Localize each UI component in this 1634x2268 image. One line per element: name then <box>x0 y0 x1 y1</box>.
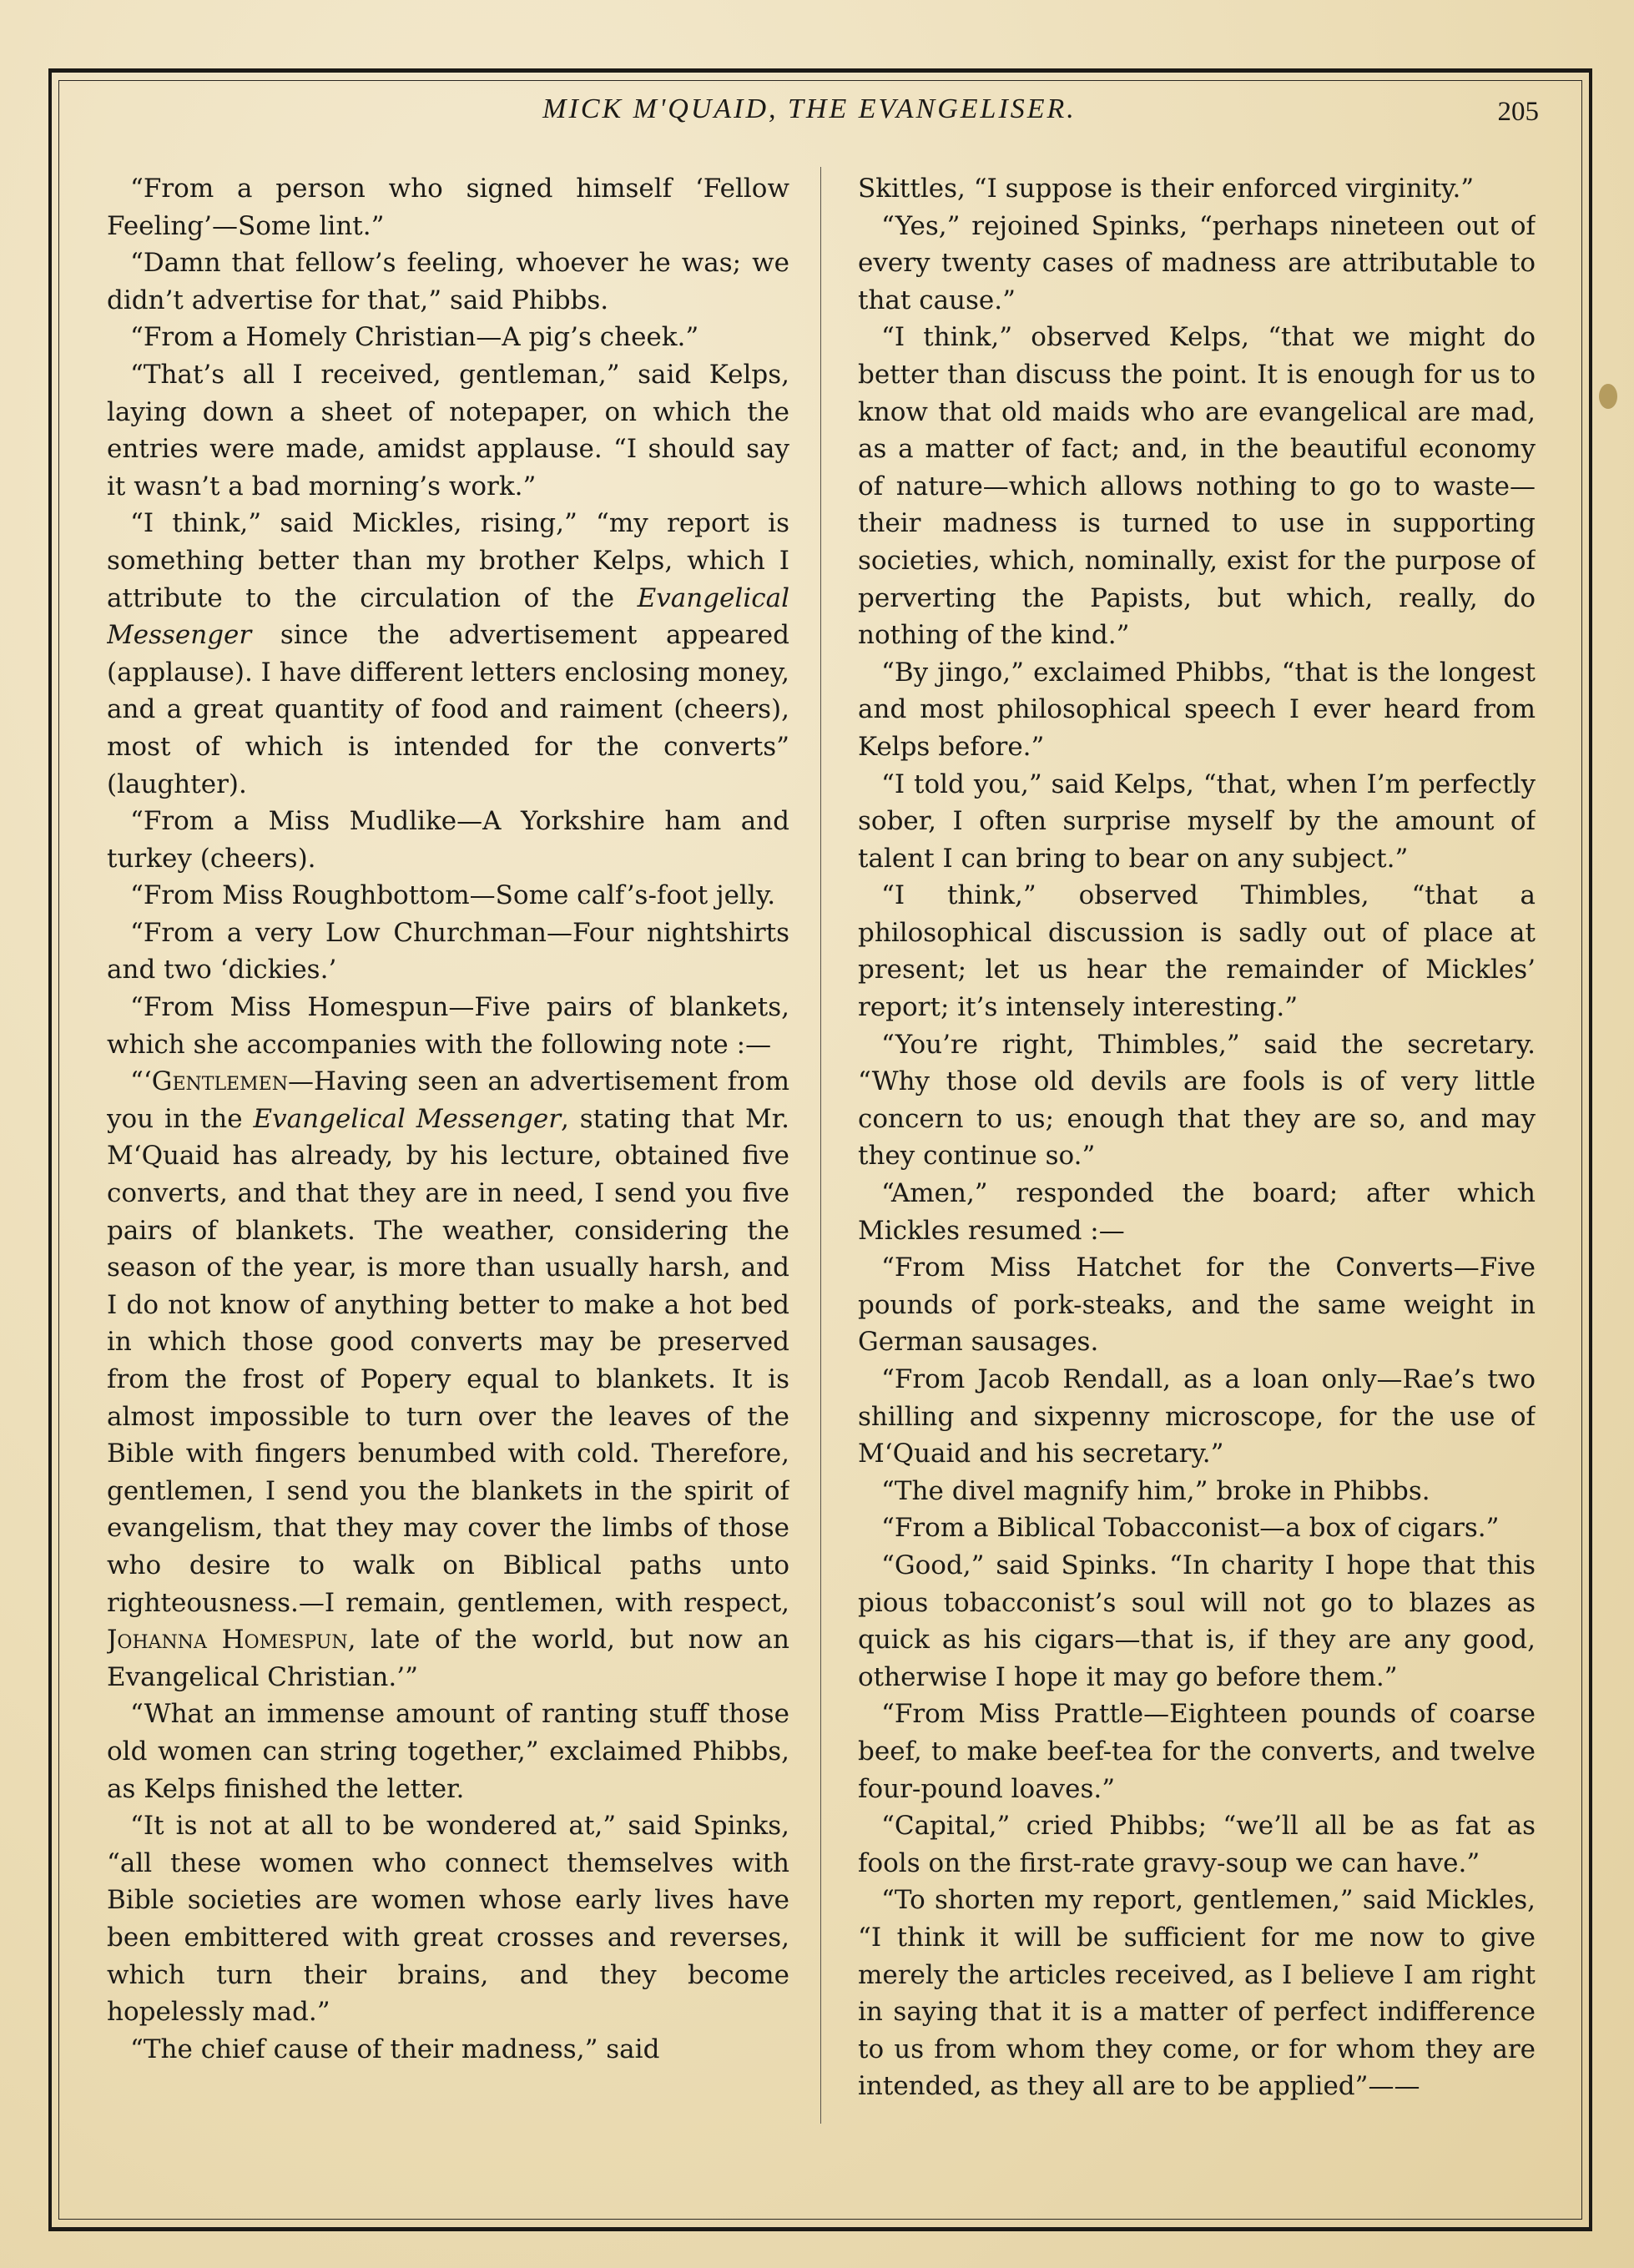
publication-title: Evangelical Messenger <box>107 582 789 651</box>
paragraph: “Good,” said Spinks. “In charity I hope that this pious tobacconist’s soul will not go to blazes as quick as his cigars—that is, if they are any good, otherwise I hope it may go before them.” <box>858 1550 1536 1692</box>
paragraph: “What an immense amount of ranting stuff those old women can string together,” exclaimed Phibbs, as Kelps finished the letter. <box>107 1699 789 1804</box>
paragraph: “From Jacob Rendall, as a loan only—Rae’s two shilling and sixpenny microscope, for the use of M‘Quaid and his secretary.” <box>858 1364 1536 1469</box>
paragraph: “It is not at all to be wondered at,” said Spinks, “all these women who connect themselves with Bible societies are women whose early lives have been embittered with great crosses and reverses, which turn their brains, and they become hopelessly mad.” <box>107 1811 789 2028</box>
column-divider <box>820 167 821 2124</box>
text-run: , late of the world, but now an Evangelical Christian.’” <box>107 1625 789 1692</box>
letter-paragraph <box>107 1063 789 1696</box>
text-run: “I think,” said Mickles, rising,” “my report is something better than my brother Kelps, which I attribute to the circulation of the <box>107 508 789 613</box>
page-number: 205 <box>1497 97 1539 127</box>
paragraph: “From a Biblical Tobacconist—a box of cigars.” <box>881 1513 1500 1544</box>
signature-name: Johanna Homespun <box>107 1625 348 1656</box>
left-column <box>107 170 789 2114</box>
publication-title: Evangelical Messenger <box>253 1103 562 1134</box>
text-run: —Having seen an advertisement from you in the <box>107 1066 789 1134</box>
paragraph: “From a very Low Churchman—Four nightshirts and two ‘dickies.’ <box>107 917 789 985</box>
running-title: MICK M'QUAID, THE EVANGELISER. <box>542 93 1077 124</box>
paragraph: “From a Homely Christian—A pig’s cheek.” <box>130 322 699 353</box>
paragraph: “From Miss Roughbottom—Some calf’s-foot jelly. <box>130 880 776 911</box>
paragraph: “You’re right, Thimbles,” said the secretary. “Why those old devils are fools is of very little concern to us; enough that they are so, and may they continue so.” <box>858 1029 1536 1172</box>
paragraph: “From a person who signed himself ‘Fellow Feeling’—Some lint.” <box>107 174 789 241</box>
paragraph: “That’s all I received, gentleman,” said Kelps, laying down a sheet of notepaper, on which the entries were made, amidst applause. “I should say it wasn’t a bad morning’s work.” <box>107 359 789 501</box>
paragraph: “From Miss Hatchet for the Converts—Five pounds of pork-steaks, and the same weight in German sausages. <box>858 1252 1536 1358</box>
paragraph: “I think,” observed Thimbles, “that a philosophical discussion is sadly out of place at present; let us hear the remainder of Mickles’ report; it’s intensely interesting.” <box>858 880 1536 1023</box>
paragraph: “From Miss Prattle—Eighteen pounds of coarse beef, to make beef-tea for the converts, and twelve four-pound loaves.” <box>858 1699 1536 1804</box>
ink-stain <box>1599 384 1617 409</box>
paragraph: “From Miss Homespun—Five pairs of blankets, which she accompanies with the following note :— <box>107 992 789 1060</box>
paragraph: “I told you,” said Kelps, “that, when I’m perfectly sober, I often surprise myself by the amount of talent I can bring to bear on any subject.” <box>858 769 1536 874</box>
salutation: Gentlemen <box>151 1066 288 1097</box>
paragraph: “From a Miss Mudlike—A Yorkshire ham and turkey (cheers). <box>107 806 789 874</box>
paragraph: “Damn that fellow’s feeling, whoever he was; we didn’t advertise for that,” said Phibbs. <box>107 248 789 315</box>
right-column <box>858 170 1536 2114</box>
paragraph <box>107 505 789 803</box>
paragraph: “Amen,” responded the board; after which Mickles resumed :— <box>858 1178 1536 1246</box>
paragraph: “By jingo,” exclaimed Phibbs, “that is the longest and most philosophical speech I ever heard from Kelps before.” <box>858 657 1536 762</box>
text-run: “‘ <box>130 1066 152 1097</box>
paragraph: “The chief cause of their madness,” said <box>130 2034 660 2064</box>
text-run: , stating that Mr. M‘Quaid has already, by his lecture, obtained five converts, and that they are in need, I send you five pairs of blankets. The weather, considering the season of the year, is more than usually harsh, and I do not know of anything better to make a hot bed in which those good converts may be preserved from the frost of Popery equal to blankets. It is almost impossible to turn over the leaves of the Bible with fingers benumbed with cold. Therefore, gentlemen, I send you the blankets in the spirit of evangelism, that they may cover the limbs of those who desire to walk on Biblical paths unto righteousness.—I remain, gentlemen, with respect, <box>107 1103 789 1618</box>
paragraph: “The divel magnify him,” broke in Phibbs. <box>881 1475 1430 1506</box>
paragraph: “To shorten my report, gentlemen,” said Mickles, “I think it will be sufficient for me now to give merely the articles received, as I believe I am right in saying that it is a matter of perfect indifference to us from whom they come, or for whom they are intended, as they all are to be applied”—— <box>858 1885 1536 2102</box>
paragraph: “I think,” observed Kelps, “that we might do better than discuss the point. It is enough for us to know that old maids who are evangelical are mad, as a matter of fact; and, in the beautiful economy of nature—which allows nothing to go to waste—their madness is turned to use in supporting societies, which, nominally, exist for the purpose of perverting the Papists, but which, really, do nothing of the kind.” <box>858 322 1536 651</box>
paragraph: “Capital,” cried Phibbs; “we’ll all be as fat as fools on the first-rate gravy-soup we can have.” <box>858 1811 1536 1878</box>
text-run: since the advertisement appeared (applause). I have different letters enclosing money, and a great quantity of food and raiment (cheers), most of which is intended for the converts” (laughter). <box>107 620 789 799</box>
paragraph: “Yes,” rejoined Spinks, “perhaps nineteen out of every twenty cases of madness are attributable to that cause.” <box>858 210 1536 315</box>
paragraph: Skittles, “I suppose is their enforced virginity.” <box>858 174 1475 204</box>
